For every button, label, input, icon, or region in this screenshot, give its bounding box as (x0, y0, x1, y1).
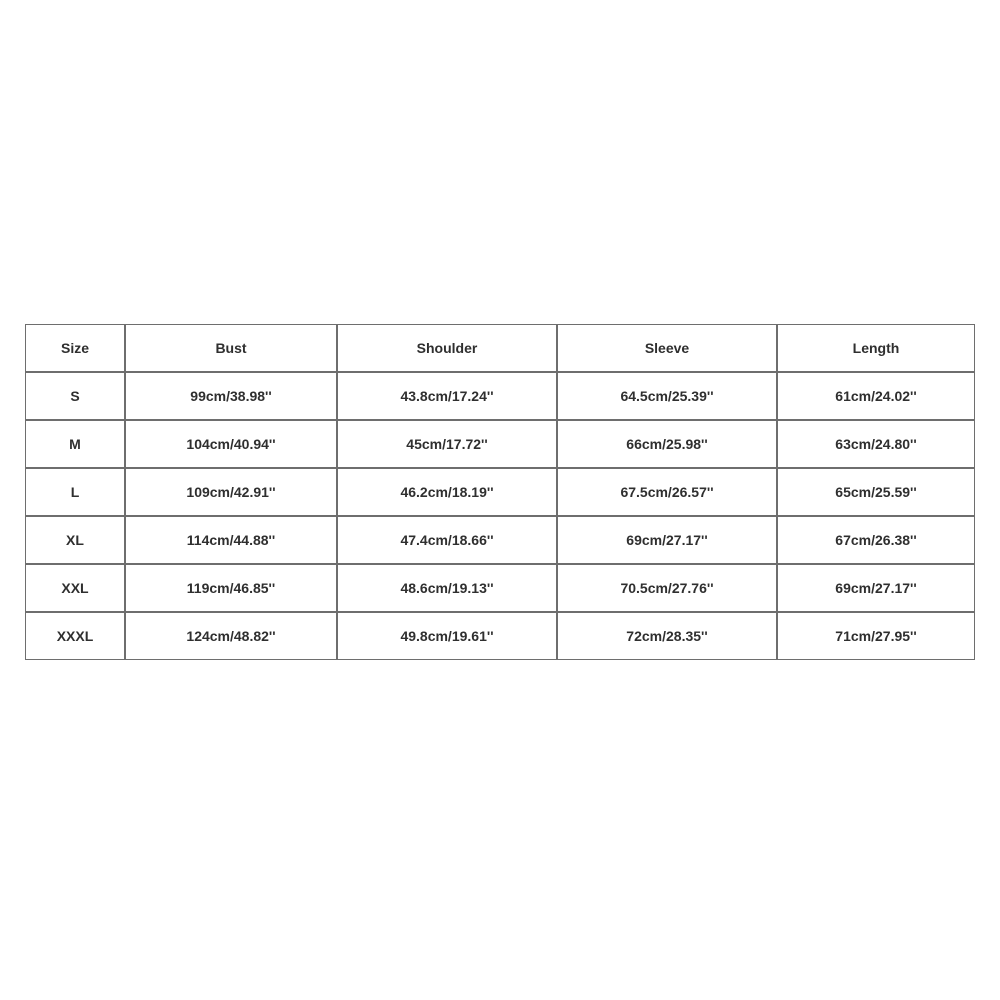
cell-bust: 124cm/48.82'' (125, 612, 337, 660)
cell-length: 71cm/27.95'' (777, 612, 975, 660)
cell-bust: 114cm/44.88'' (125, 516, 337, 564)
table-row (25, 564, 975, 612)
cell-shoulder: 45cm/17.72'' (337, 420, 557, 468)
cell-shoulder: 43.8cm/17.24'' (337, 372, 557, 420)
cell-sleeve: 70.5cm/27.76'' (557, 564, 777, 612)
cell-bust: 99cm/38.98'' (125, 372, 337, 420)
header-sleeve: Sleeve (557, 324, 777, 372)
cell-bust: 104cm/40.94'' (125, 420, 337, 468)
table-row (25, 612, 975, 660)
cell-length: 61cm/24.02'' (777, 372, 975, 420)
cell-size: XL (25, 516, 125, 564)
table-row (25, 516, 975, 564)
table-row (25, 420, 975, 468)
cell-length: 63cm/24.80'' (777, 420, 975, 468)
cell-length: 67cm/26.38'' (777, 516, 975, 564)
table-row (25, 372, 975, 420)
cell-shoulder: 48.6cm/19.13'' (337, 564, 557, 612)
cell-shoulder: 46.2cm/18.19'' (337, 468, 557, 516)
header-size: Size (25, 324, 125, 372)
cell-length: 69cm/27.17'' (777, 564, 975, 612)
cell-shoulder: 47.4cm/18.66'' (337, 516, 557, 564)
header-shoulder: Shoulder (337, 324, 557, 372)
header-bust: Bust (125, 324, 337, 372)
cell-bust: 109cm/42.91'' (125, 468, 337, 516)
cell-bust: 119cm/46.85'' (125, 564, 337, 612)
cell-shoulder: 49.8cm/19.61'' (337, 612, 557, 660)
cell-size: XXXL (25, 612, 125, 660)
cell-sleeve: 66cm/25.98'' (557, 420, 777, 468)
header-length: Length (777, 324, 975, 372)
size-chart-table (25, 324, 975, 660)
cell-length: 65cm/25.59'' (777, 468, 975, 516)
cell-sleeve: 69cm/27.17'' (557, 516, 777, 564)
table-row (25, 468, 975, 516)
cell-sleeve: 67.5cm/26.57'' (557, 468, 777, 516)
cell-size: XXL (25, 564, 125, 612)
cell-size: L (25, 468, 125, 516)
cell-sleeve: 64.5cm/25.39'' (557, 372, 777, 420)
cell-size: S (25, 372, 125, 420)
cell-sleeve: 72cm/28.35'' (557, 612, 777, 660)
table-header-row (25, 324, 975, 372)
cell-size: M (25, 420, 125, 468)
